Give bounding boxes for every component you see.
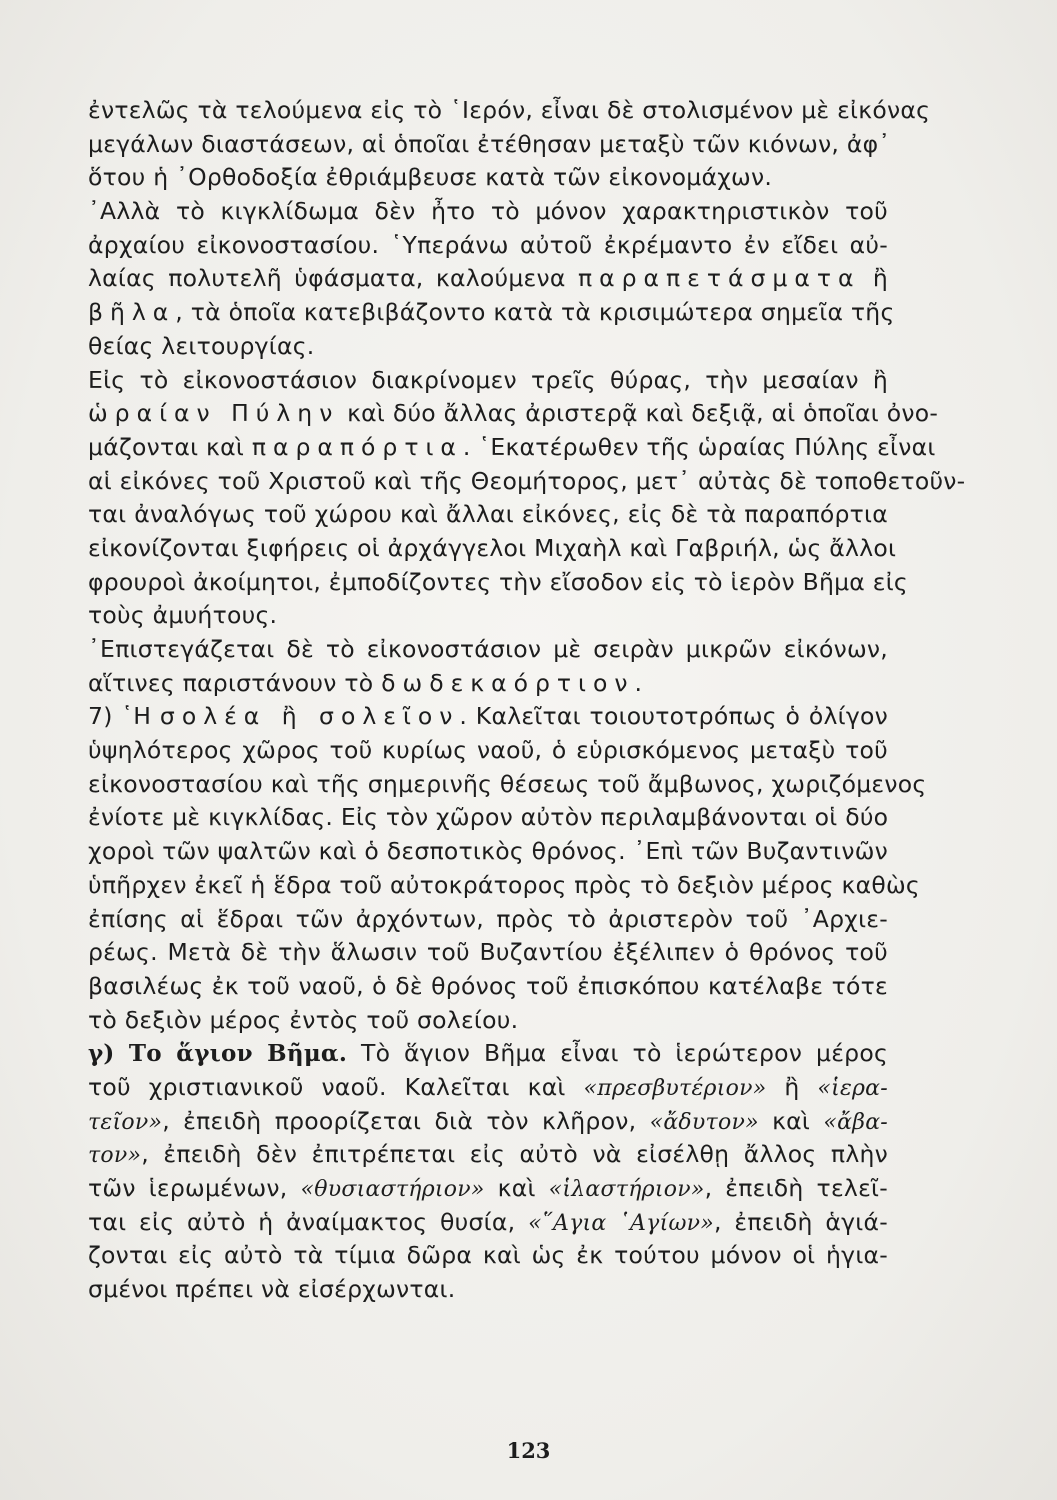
text-line xyxy=(88,431,936,465)
italic-term: «῞Αγια ῾Αγίων» xyxy=(528,1210,714,1236)
text-run: . xyxy=(634,668,643,697)
text-line: ἀρχαίου εἰκονοστασίου. ῾Υπεράνω αὐτοῦ ἐκρέμαντο ἐν εἴδει αὐ- xyxy=(88,230,888,259)
text-run: ἢ xyxy=(872,264,888,293)
text-line: τοὺς ἀμυήτους. xyxy=(88,601,278,630)
text-run: λαίας πολυτελῆ ὑφάσματα, καλούμενα xyxy=(88,264,566,293)
text-run: Τὸ ἅγιον Βῆμα εἶναι τὸ ἱερώτερον μέρος xyxy=(360,1039,888,1068)
text-line xyxy=(88,262,888,296)
spaced-term: παραπόρτια xyxy=(251,432,463,461)
italic-term: «ἄδυτον» xyxy=(649,1109,759,1135)
italic-term: «ἱλαστήριον» xyxy=(548,1177,705,1202)
spaced-term: παραπετάσματα xyxy=(577,264,861,293)
text-line: ἐντελῶς τὰ τελούμενα εἰς τὸ ῾Ιερόν, εἶναι δὲ στολισμένον μὲ εἰκόνας xyxy=(88,96,931,124)
text-line: ρέως. Μετὰ δὲ τὴν ἅλωσιν τοῦ Βυζαντίου ἐξέλιπεν ὁ θρόνος τοῦ xyxy=(88,938,888,967)
text-run: τοῦ χριστιανικοῦ ναοῦ. Καλεῖται καὶ xyxy=(88,1072,566,1101)
text-line: ται ἀναλόγως τοῦ χώρου καὶ ἄλλαι εἰκόνες, εἰς δὲ τὰ παραπόρτια xyxy=(88,500,888,529)
text-run: , ἐπειδὴ δὲν ἐπιτρέπεται εἰς αὐτὸ νὰ εἰσέλθῃ ἄλλος πλὴν xyxy=(141,1140,888,1169)
spaced-term: δωδεκαόρτιον xyxy=(381,668,635,697)
spaced-term: σολέα ἢ σολεῖον xyxy=(159,702,460,731)
text-line: χοροὶ τῶν ψαλτῶν καὶ ὁ δεσποτικὸς θρόνος. ᾿Επὶ τῶν Βυζαντινῶν xyxy=(88,837,889,866)
text-line xyxy=(88,1071,888,1105)
spaced-term: βῆλα xyxy=(88,298,176,327)
text-run: , ἐπειδὴ τελεῖ- xyxy=(704,1174,888,1202)
text-run: . Καλεῖται τοιουτοτρόπως ὁ ὀλίγον xyxy=(459,702,888,731)
text-line xyxy=(88,1206,888,1240)
text-line xyxy=(88,1172,888,1206)
text-run: . ῾Εκατέρωθεν τῆς ὡραίας Πύλης εἶναι xyxy=(462,432,936,461)
text-line xyxy=(88,1138,888,1172)
section-marker: 7) ῾Η xyxy=(88,702,152,731)
text-line xyxy=(88,1105,888,1139)
text-run: καὶ xyxy=(772,1106,811,1135)
text-line: ᾿Επιστεγάζεται δὲ τὸ εἰκονοστάσιον μὲ σειρὰν μικρῶν εἰκόνων, xyxy=(88,635,888,663)
italic-term: τεῖον» xyxy=(88,1109,163,1135)
text-line: τὸ δεξιὸν μέρος ἐντὸς τοῦ σολείου. xyxy=(88,1005,519,1034)
text-line: ὑπῆρχεν ἐκεῖ ἡ ἕδρα τοῦ αὐτοκράτορος πρὸς τὸ δεξιὸν μέρος καθὼς xyxy=(88,870,920,899)
text-line: Εἰς τὸ εἰκονοστάσιον διακρίνομεν τρεῖς θύρας, τὴν μεσαίαν ἢ xyxy=(88,365,888,394)
italic-term: «πρεσβυτέριον» xyxy=(583,1075,767,1101)
text-line: φρουροὶ ἀκοίμητοι, ἐμποδίζοντες τὴν εἴσοδον εἰς τὸ ἱερὸν Βῆμα εἰς xyxy=(88,567,908,596)
italic-term: «ἄβα- xyxy=(823,1109,888,1135)
spaced-term: ὡραίαν Πύλην xyxy=(88,399,340,428)
text-line: θείας λειτουργίας. xyxy=(88,331,315,360)
text-line: ᾿Αλλὰ τὸ κιγκλίδωμα δὲν ἦτο τὸ μόνον χαρακτηριστικὸν τοῦ xyxy=(88,197,888,226)
text-line: μεγάλων διαστάσεων, αἱ ὁποῖαι ἐτέθησαν μεταξὺ τῶν κιόνων, ἀφ᾿ xyxy=(88,129,891,158)
text-line: ἐνίοτε μὲ κιγκλίδας. Εἰς τὸν χῶρον αὐτὸν περιλαμβάνονται οἱ δύο xyxy=(88,803,889,832)
text-run: , ἐπειδὴ ἁγιά- xyxy=(713,1207,888,1236)
text-run: αἵτινες παριστάνουν τὸ xyxy=(88,668,374,697)
text-line xyxy=(88,296,895,330)
text-line: ὅτου ἡ ᾿Ορθοδοξία ἐθριάμβευσε κατὰ τῶν εἰκονομάχων. xyxy=(88,163,773,192)
text-run: μάζονται καὶ xyxy=(88,432,245,461)
text-line: ζονται εἰς αὐτὸ τὰ τίμια δῶρα καὶ ὡς ἐκ τούτου μόνον οἱ ἡγια- xyxy=(88,1241,888,1270)
text-run: ται εἰς αὐτὸ ἡ ἀναίμακτος θυσία, xyxy=(88,1207,516,1236)
text-line: σμένοι πρέπει νὰ εἰσέρχωνται. xyxy=(88,1275,456,1304)
body-text xyxy=(88,94,966,1307)
text-line: αἱ εἰκόνες τοῦ Χριστοῦ καὶ τῆς Θεομήτορος, μετ᾿ αὐτὰς δὲ τοποθετοῦν- xyxy=(88,466,966,495)
text-line: βασιλέως ἐκ τοῦ ναοῦ, ὁ δὲ θρόνος τοῦ ἐπισκόπου κατέλαβε τότε xyxy=(88,971,888,1000)
text-line xyxy=(88,1037,888,1071)
text-line xyxy=(88,397,939,431)
text-run: , ἐπειδὴ προορίζεται διὰ τὸν κλῆρον, xyxy=(162,1106,637,1135)
text-line: εἰκονοστασίου καὶ τῆς σημερινῆς θέσεως τοῦ ἄμβωνος, χωριζόμενος xyxy=(88,769,927,798)
text-run: τῶν ἱερωμένων, xyxy=(88,1174,288,1202)
italic-term: «ἱερα- xyxy=(817,1075,888,1101)
text-line: εἰκονίζονται ξιφήρεις οἱ ἀρχάγγελοι Μιχαὴλ καὶ Γαβριήλ, ὡς ἄλλοι xyxy=(88,533,897,562)
text-line: ἐπίσης αἱ ἕδραι τῶν ἀρχόντων, πρὸς τὸ ἀριστερὸν τοῦ ᾿Αρχιε- xyxy=(88,904,888,933)
italic-term: «θυσιαστήριον» xyxy=(300,1177,485,1202)
page-number: 123 xyxy=(506,1438,551,1463)
text-line xyxy=(88,700,888,734)
text-run: καὶ xyxy=(497,1174,536,1202)
text-run: , τὰ ὁποῖα κατεβιβάζοντο κατὰ τὰ κρισιμώτερα σημεῖα τῆς xyxy=(175,298,895,327)
italic-term: τον» xyxy=(88,1143,142,1169)
section-heading: γ) Το ἅγιον Βῆμα. xyxy=(88,1040,348,1068)
text-run: ἢ xyxy=(784,1072,800,1101)
text-line xyxy=(88,667,888,701)
text-run: καὶ δύο ἄλλας ἀριστερᾷ καὶ δεξιᾷ, αἱ ὁποῖαι ὀνο- xyxy=(347,399,939,428)
text-line: ὑψηλότερος χῶρος τοῦ κυρίως ναοῦ, ὁ εὑρισκόμενος μεταξὺ τοῦ xyxy=(88,736,888,765)
